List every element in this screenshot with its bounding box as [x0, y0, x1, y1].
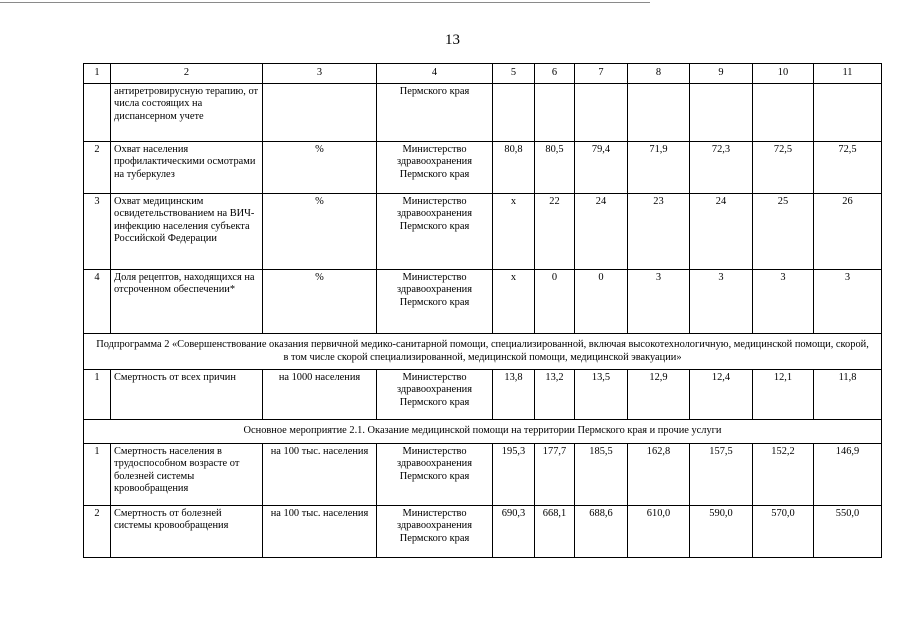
value-cell: 80,5: [535, 142, 575, 194]
row-number-cell: 1: [84, 444, 111, 506]
value-cell: [535, 84, 575, 142]
value-cell: 0: [575, 270, 628, 334]
value-cell: 13,8: [493, 370, 535, 420]
table-row-continuation: [84, 84, 882, 142]
unit-cell: %: [263, 270, 377, 334]
value-cell: [493, 84, 535, 142]
value-cell: 3: [814, 270, 882, 334]
value-cell: 72,5: [814, 142, 882, 194]
value-cell: 690,3: [493, 506, 535, 558]
value-cell: 195,3: [493, 444, 535, 506]
indicator-cell: антиретровирусную терапию, от числа состоящих на диспансерном учете: [111, 84, 263, 142]
value-cell: 72,5: [753, 142, 814, 194]
value-cell: х: [493, 194, 535, 270]
value-cell: 570,0: [753, 506, 814, 558]
table-row: [84, 506, 882, 558]
header-cell: 4: [377, 64, 493, 84]
value-cell: 72,3: [690, 142, 753, 194]
header-row: [84, 64, 882, 84]
value-cell: 12,4: [690, 370, 753, 420]
unit-cell: %: [263, 142, 377, 194]
row-number-cell: 2: [84, 142, 111, 194]
row-number-cell: 2: [84, 506, 111, 558]
value-cell: 550,0: [814, 506, 882, 558]
value-cell: 13,2: [535, 370, 575, 420]
subprogram-row: [84, 334, 882, 370]
table-row: [84, 444, 882, 506]
indicator-cell: Смертность населения в трудоспособном возрасте от болезней системы кровообращения: [111, 444, 263, 506]
value-cell: 12,1: [753, 370, 814, 420]
responsible-cell: Пермского края: [377, 84, 493, 142]
subprogram-title: Подпрограмма 2 «Совершенствование оказания первичной медико-санитарной помощи, специализированной, включая высокотехнологичную, медицинской помощи, скорой, в том числе скорой специализированной, медицинской помощи, медицинской эвакуации»: [84, 334, 882, 370]
row-number-cell: [84, 84, 111, 142]
value-cell: 3: [753, 270, 814, 334]
value-cell: 12,9: [628, 370, 690, 420]
table-row: [84, 270, 882, 334]
header-cell: 6: [535, 64, 575, 84]
unit-cell: на 100 тыс. населения: [263, 506, 377, 558]
value-cell: 668,1: [535, 506, 575, 558]
page-number: 13: [445, 32, 460, 48]
header-cell: 2: [111, 64, 263, 84]
value-cell: 162,8: [628, 444, 690, 506]
header-cell: 11: [814, 64, 882, 84]
value-cell: х: [493, 270, 535, 334]
responsible-cell: Министерство здравоохранения Пермского края: [377, 194, 493, 270]
header-cell: 5: [493, 64, 535, 84]
value-cell: 152,2: [753, 444, 814, 506]
value-cell: 24: [690, 194, 753, 270]
header-cell: 1: [84, 64, 111, 84]
value-cell: 22: [535, 194, 575, 270]
unit-cell: на 100 тыс. населения: [263, 444, 377, 506]
value-cell: 146,9: [814, 444, 882, 506]
indicator-cell: Охват медицинским освидетельствованием на ВИЧ-инфекцию населения субъекта Российской Федерации: [111, 194, 263, 270]
value-cell: 79,4: [575, 142, 628, 194]
main-activity-row: [84, 420, 882, 444]
responsible-cell: Министерство здравоохранения Пермского края: [377, 370, 493, 420]
value-cell: 185,5: [575, 444, 628, 506]
value-cell: [628, 84, 690, 142]
value-cell: 0: [535, 270, 575, 334]
value-cell: [814, 84, 882, 142]
table-row: [84, 194, 882, 270]
indicator-cell: Смертность от всех причин: [111, 370, 263, 420]
row-number-cell: 4: [84, 270, 111, 334]
row-number-cell: 1: [84, 370, 111, 420]
value-cell: 3: [628, 270, 690, 334]
table-row: [84, 370, 882, 420]
value-cell: 688,6: [575, 506, 628, 558]
header-cell: 9: [690, 64, 753, 84]
main-activity-title: Основное мероприятие 2.1. Оказание медицинской помощи на территории Пермского края и прочие услуги: [84, 420, 882, 444]
unit-cell: на 1000 населения: [263, 370, 377, 420]
value-cell: 590,0: [690, 506, 753, 558]
value-cell: 24: [575, 194, 628, 270]
unit-cell: %: [263, 194, 377, 270]
value-cell: 157,5: [690, 444, 753, 506]
header-cell: 3: [263, 64, 377, 84]
value-cell: [575, 84, 628, 142]
unit-cell: [263, 84, 377, 142]
value-cell: 610,0: [628, 506, 690, 558]
indicator-cell: Смертность от болезней системы кровообращения: [111, 506, 263, 558]
indicator-cell: Охват населения профилактическими осмотрами на туберкулез: [111, 142, 263, 194]
responsible-cell: Министерство здравоохранения Пермского края: [377, 142, 493, 194]
value-cell: 25: [753, 194, 814, 270]
header-cell: 10: [753, 64, 814, 84]
value-cell: [690, 84, 753, 142]
value-cell: 80,8: [493, 142, 535, 194]
responsible-cell: Министерство здравоохранения Пермского края: [377, 444, 493, 506]
value-cell: [753, 84, 814, 142]
value-cell: 23: [628, 194, 690, 270]
header-cell: 8: [628, 64, 690, 84]
value-cell: 26: [814, 194, 882, 270]
value-cell: 177,7: [535, 444, 575, 506]
indicators-table: [83, 63, 882, 558]
top-scan-line: [0, 2, 650, 3]
indicator-cell: Доля рецептов, находящихся на отсроченном обеспечении*: [111, 270, 263, 334]
responsible-cell: Министерство здравоохранения Пермского края: [377, 506, 493, 558]
header-cell: 7: [575, 64, 628, 84]
value-cell: 3: [690, 270, 753, 334]
value-cell: 71,9: [628, 142, 690, 194]
table-row: [84, 142, 882, 194]
value-cell: 11,8: [814, 370, 882, 420]
responsible-cell: Министерство здравоохранения Пермского края: [377, 270, 493, 334]
row-number-cell: 3: [84, 194, 111, 270]
value-cell: 13,5: [575, 370, 628, 420]
